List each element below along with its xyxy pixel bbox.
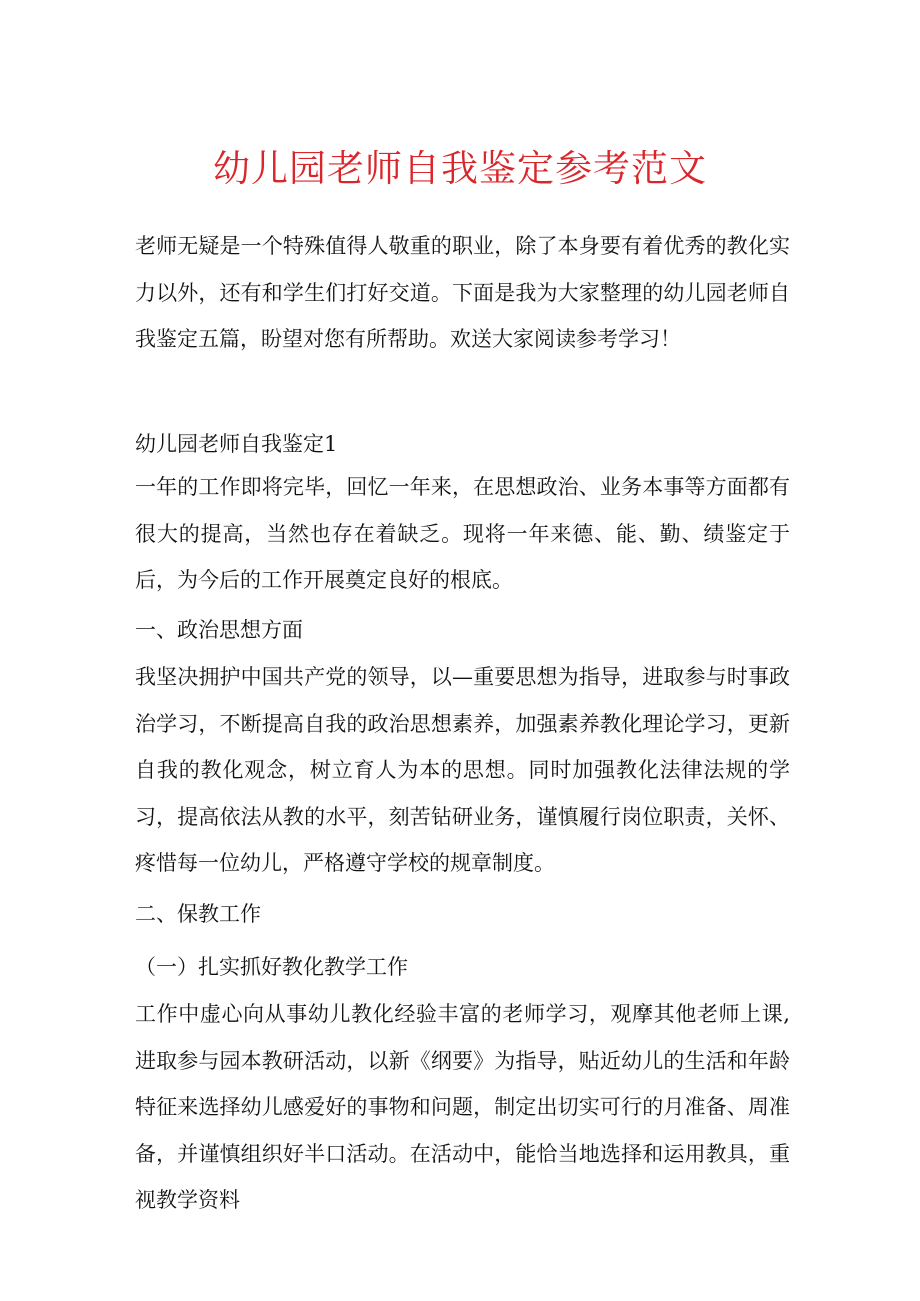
subsection-heading-teaching: （一）扎实抓好教化教学工作 [135,955,408,979]
document-title: 幼儿园老师自我鉴定参考范文 [213,147,707,190]
intro-paragraph: 老师无疑是一个特殊值得人敬重的职业，除了本身要有着优秀的教化实力以外，还有和学生们打好交道。下面是我为大家整理的幼儿园老师自我鉴定五篇，盼望对您有所帮助。欢送大家阅读参考学习！ [135,234,790,351]
section-heading: 幼儿园老师自我鉴定1 [135,432,338,456]
body-paragraph: 一年的工作即将完毕，回忆一年来，在思想政治、业务本事等方面都有很大的提高，当然也存在着缺乏。现将一年来德、能、勤、绩鉴定于后，为今后的工作开展奠定良好的根底。 [135,475,790,592]
body-paragraph-politics: 我坚决拥护中国共产党的领导，以—重要思想为指导，进取参与时事政治学习，不断提高自我的政治思想素养，加强素养教化理论学习，更新自我的教化观念，树立育人为本的思想。同时加强教化法律法规的学习，提高依法从教的水平，刻苦钻研业务，谨慎履行岗位职责，关怀、疼惜每一位幼儿，严格遵守学校的规章制度。 [135,665,790,875]
subsection-heading-care: 二、保教工作 [135,902,261,926]
body-paragraph-teaching: 工作中虚心向从事幼儿教化经验丰富的老师学习，观摩其他老师上课,进取参与园本教研活动，以新《纲要》为指导，贴近幼儿的生活和年龄特征来选择幼儿感爱好的事物和问题，制定出切实可行的月准备、周准备，并谨慎组织好半口活动。在活动中，能恰当地选择和运用教具，重视教学资料 [135,1002,790,1212]
subsection-heading-politics: 一、政治思想方面 [135,618,303,642]
